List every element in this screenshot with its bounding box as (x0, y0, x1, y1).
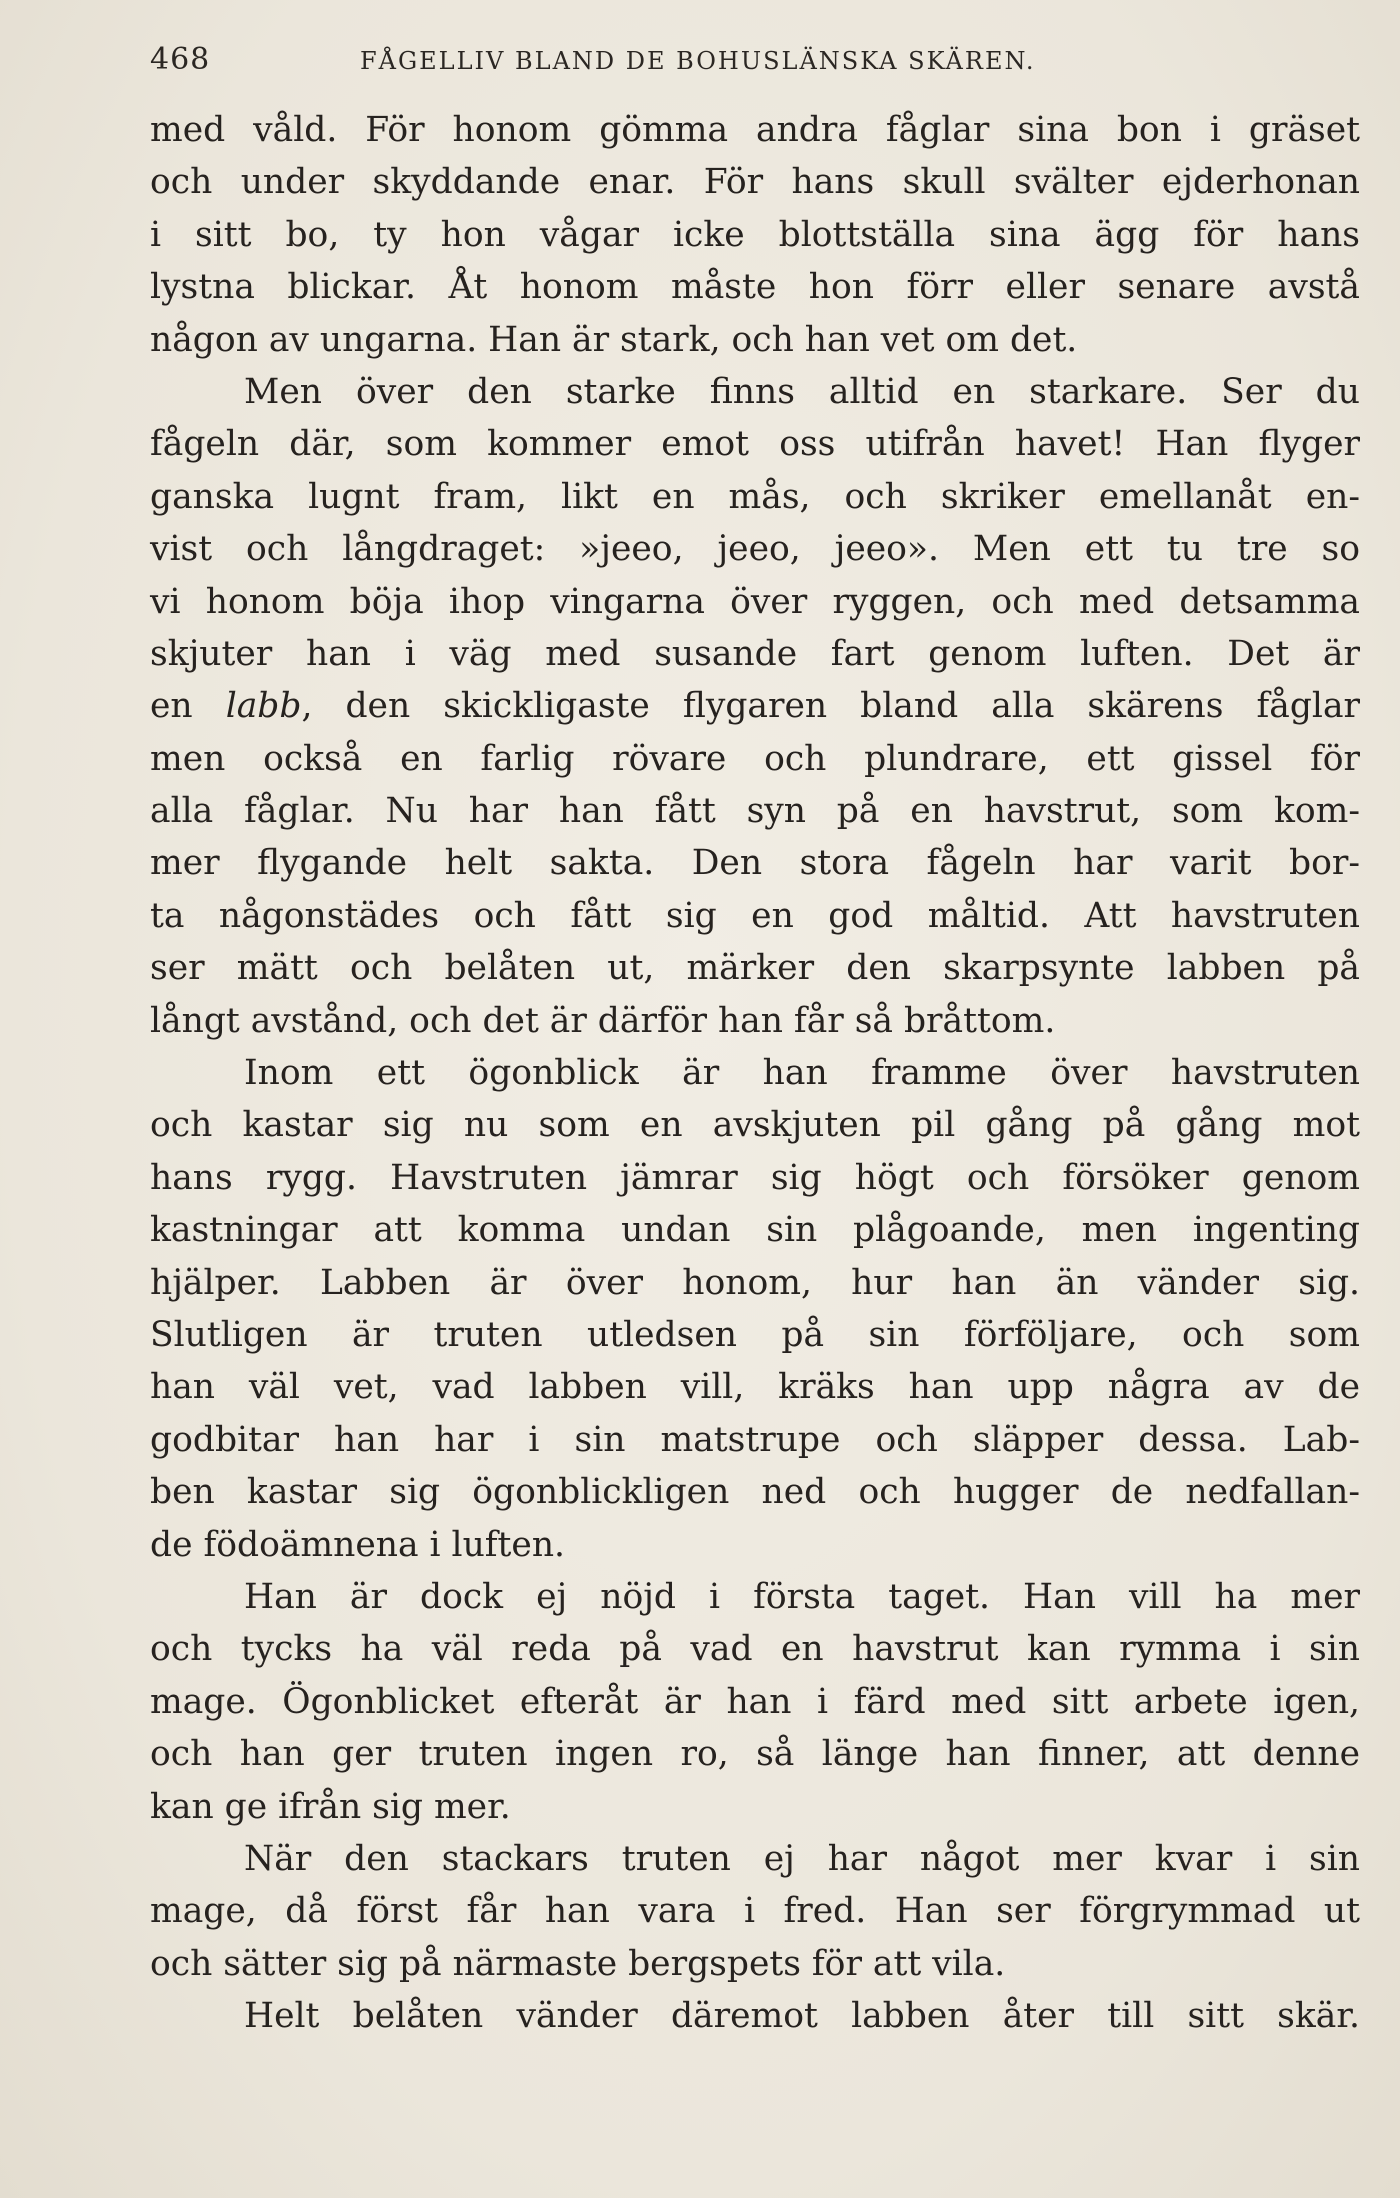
text-line: hans rygg. Havstruten jämrar sig högt och försöker genom (150, 1157, 1360, 1198)
text-line: och han ger truten ingen ro, så länge han finner, att denne (150, 1734, 1360, 1775)
text-line: ta någonstädes och fått sig en god måltid. Att havstruten (150, 895, 1360, 936)
paragraph (150, 104, 1360, 366)
text-line: skjuter han i väg med susande fart genom luften. Det är (150, 633, 1360, 674)
text-line: Slutligen är truten utledsen på sin förföljare, och som (150, 1314, 1360, 1355)
text-line: men också en farlig rövare och plundrare, ett gissel för (150, 738, 1360, 779)
text-line: fågeln där, som kommer emot oss utifrån havet! Han flyger (150, 424, 1360, 465)
text-line: kastningar att komma undan sin plågoande, men ingenting (150, 1210, 1360, 1251)
italic-word: labb (225, 686, 302, 727)
text-segment: , den skickligaste flygaren bland alla skärens fåglar (301, 686, 1361, 727)
text-line: långt avstånd, och det är därför han får så bråttom. (150, 1000, 1056, 1041)
text-line: När den stackars truten ej har något mer kvar i sin (244, 1838, 1360, 1879)
text-line: Helt belåten vänder däremot labben åter till sitt skär. (244, 1996, 1360, 2037)
text-line: kan ge ifrån sig mer. (150, 1786, 511, 1827)
text-line: han väl vet, vad labben vill, kräks han upp några av de (150, 1367, 1360, 1408)
text-line: hjälper. Labben är över honom, hur han än vänder sig. (150, 1262, 1360, 1303)
text-line: vi honom böja ihop vingarna över ryggen, och med detsamma (150, 581, 1360, 622)
text-line: och sätter sig på närmaste bergspets för att vila. (150, 1943, 1006, 1984)
text-line: Men över den starke finns alltid en starkare. Ser du (244, 371, 1360, 412)
page-header (150, 42, 1365, 82)
text-line: mer flygande helt sakta. Den stora fågeln har varit bor- (150, 843, 1360, 884)
text-line: mage, då först får han vara i fred. Han ser förgrymmad ut (150, 1891, 1360, 1932)
paragraph (150, 1833, 1360, 1990)
text-line: och kastar sig nu som en avskjuten pil gång på gång mot (150, 1105, 1360, 1146)
running-head: FÅGELLIV BLAND DE BOHUSLÄNSKA SKÄREN. (360, 47, 1036, 75)
text-line (150, 680, 1360, 732)
text-line: i sitt bo, ty hon vågar icke blottställa sina ägg för hans (150, 214, 1360, 255)
page-number: 468 (150, 42, 211, 77)
paragraph (150, 1047, 1360, 1571)
text-line: lystna blickar. Åt honom måste hon förr eller senare avstå (150, 267, 1360, 308)
text-line: ser mätt och belåten ut, märker den skarpsynte labben på (150, 948, 1360, 989)
text-line: mage. Ögonblicket efteråt är han i färd med sitt arbete igen, (150, 1681, 1360, 1722)
text-line: godbitar han har i sin matstrupe och släpper dessa. Lab- (150, 1419, 1360, 1460)
paragraph (150, 366, 1360, 1047)
text-line: någon av ungarna. Han är stark, och han vet om det. (150, 319, 1078, 360)
text-line: och under skyddande enar. För hans skull svälter ejderhonan (150, 162, 1360, 203)
text-line: Han är dock ej nöjd i första taget. Han vill ha mer (244, 1576, 1360, 1617)
text-line: ganska lugnt fram, likt en mås, och skriker emellanåt en- (150, 476, 1360, 517)
text-line: de födoämnena i luften. (150, 1524, 566, 1565)
paragraph (150, 1990, 1360, 2042)
text-line: med våld. För honom gömma andra fåglar sina bon i gräset (150, 110, 1360, 150)
body-text (150, 104, 1360, 2042)
text-line: och tycks ha väl reda på vad en havstrut kan rymma i sin (150, 1629, 1360, 1670)
text-segment: en (150, 686, 226, 727)
paragraph (150, 1571, 1360, 1833)
text-line: vist och långdraget: »jeeo, jeeo, jeeo». Men ett tu tre so (150, 529, 1360, 570)
text-line: ben kastar sig ögonblickligen ned och hugger de nedfallan- (150, 1472, 1360, 1513)
text-line: alla fåglar. Nu har han fått syn på en havstrut, som kom- (150, 791, 1360, 832)
text-line: Inom ett ögonblick är han framme över havstruten (244, 1053, 1360, 1094)
